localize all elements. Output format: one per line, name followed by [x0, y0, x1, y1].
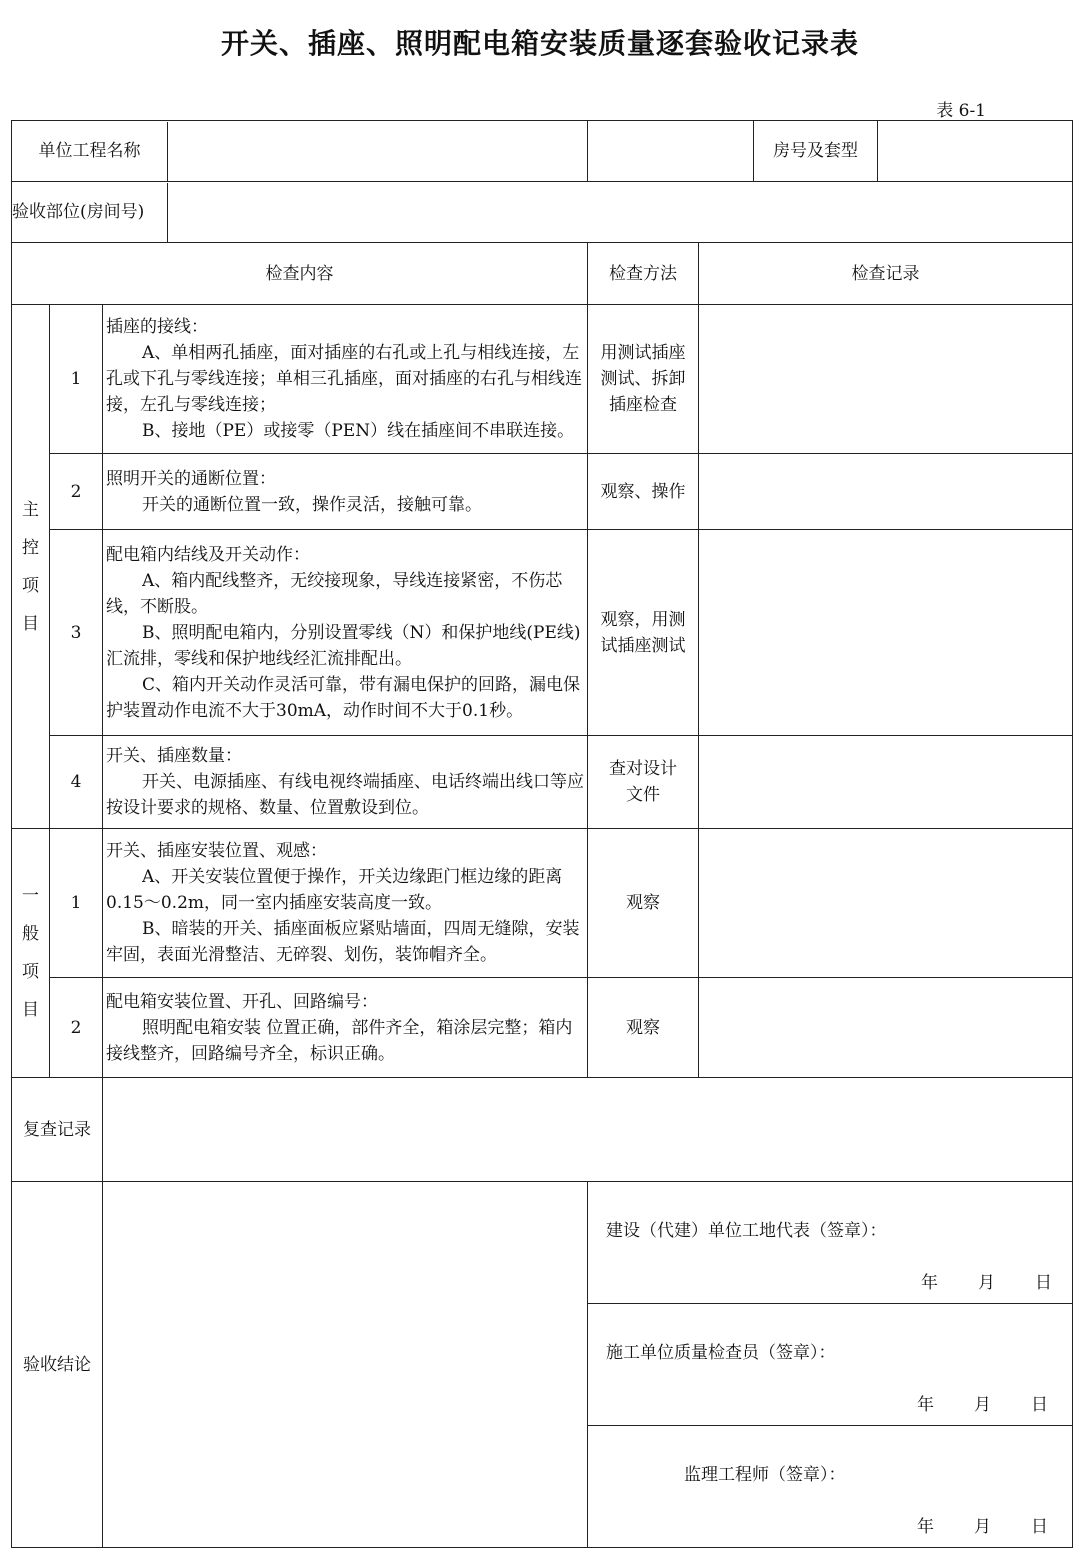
- recheck-field[interactable]: [103, 1078, 1073, 1182]
- signature-label: 建设（代建）单位工地代表（签章）：: [606, 1221, 887, 1241]
- room-type-field[interactable]: [878, 121, 1073, 182]
- conclusion-field[interactable]: [103, 1182, 588, 1548]
- item-no: 4: [50, 736, 103, 829]
- item-method: 观察: [588, 829, 699, 978]
- item-no: 3: [50, 530, 103, 736]
- unit-project-field[interactable]: [168, 122, 587, 181]
- col-header-method: 检查方法: [588, 243, 699, 305]
- item-record[interactable]: [699, 978, 1073, 1078]
- conclusion-label: 验收结论: [12, 1182, 103, 1548]
- item-content: 配电箱内结线及开关动作： A、箱内配线整齐，无绞接现象，导线连接紧密，不伤芯线，不断股。 B、照明配电箱内，分别设置零线（N）和保护地线(PE线)汇流排，零线和保护地线经汇流排配出。 C、箱内开关动作灵活可靠，带有漏电保护的回路，漏电保护装置动作电流不大于30mA，动作时间不大于0.1秒。: [103, 530, 588, 736]
- item-content: 配电箱安装位置、开孔、回路编号： 照明配电箱安装 位置正确，部件齐全，箱涂层完整；箱内接线整齐，回路编号齐全，标识正确。: [103, 978, 588, 1078]
- page-title: 开关、插座、照明配电箱安装质量逐套验收记录表: [220, 27, 859, 60]
- location-label: 验收部位(房间号): [12, 183, 168, 242]
- item-record[interactable]: [699, 305, 1073, 454]
- item-content: 开关、插座数量： 开关、电源插座、有线电视终端插座、电话终端出线口等应按设计要求的规格、数量、位置敷设到位。: [103, 736, 588, 829]
- unit-project-field-ext[interactable]: [588, 121, 754, 182]
- item-record[interactable]: [699, 454, 1073, 530]
- item-no: 2: [50, 978, 103, 1078]
- item-record[interactable]: [699, 736, 1073, 829]
- unit-project-row: [12, 121, 588, 182]
- item-method: 观察、操作: [588, 454, 699, 530]
- item-no: 1: [50, 829, 103, 978]
- col-header-content: 检查内容: [12, 243, 588, 305]
- item-method: 观察: [588, 978, 699, 1078]
- recheck-label: 复查记录: [12, 1078, 103, 1182]
- signature-date: 年 月 日: [917, 1517, 1049, 1537]
- signature-date: 年 月 日: [917, 1395, 1049, 1415]
- main-group-label: 主 控 项 目: [12, 305, 50, 829]
- item-no: 2: [50, 454, 103, 530]
- signature-label: 监理工程师（签章）：: [684, 1465, 846, 1485]
- table-number: 表 6-1: [936, 101, 986, 121]
- signature-construction[interactable]: [588, 1182, 1073, 1304]
- room-type-label: 房号及套型: [754, 121, 878, 182]
- signature-date: 年 月 日: [921, 1273, 1053, 1293]
- item-record[interactable]: [699, 530, 1073, 736]
- general-group-label: 一 般 项 目: [12, 829, 50, 1078]
- unit-project-label: 单位工程名称: [12, 122, 168, 181]
- inspection-table: [11, 120, 1073, 1548]
- signature-label: 施工单位质量检查员（签章）：: [606, 1343, 836, 1363]
- item-method: 用测试插座测试、拆卸插座检查: [588, 305, 699, 454]
- item-content: 照明开关的通断位置： 开关的通断位置一致，操作灵活，接触可靠。: [103, 454, 588, 530]
- signature-contractor[interactable]: [588, 1304, 1073, 1426]
- item-content: 插座的接线： A、单相两孔插座，面对插座的右孔或上孔与相线连接，左孔或下孔与零线连接；单相三孔插座，面对插座的右孔与相线连接，左孔与零线连接； B、接地（PE）或接零（PEN）线在插座间不串联连接。: [103, 305, 588, 454]
- location-field[interactable]: [168, 183, 1072, 242]
- item-no: 1: [50, 305, 103, 454]
- location-row: [12, 182, 1073, 243]
- item-content: 开关、插座安装位置、观感： A、开关安装位置便于操作，开关边缘距门框边缘的距离 0.15～0.2m，同一室内插座安装高度一致。 B、暗装的开关、插座面板应紧贴墙面，四周无缝隙，安装牢固，表面光滑整洁、无碎裂、划伤，装饰帽齐全。: [103, 829, 588, 978]
- col-header-record: 检查记录: [699, 243, 1073, 305]
- item-method: 查对设计文件: [588, 736, 699, 829]
- signature-supervisor[interactable]: [588, 1426, 1073, 1548]
- item-record[interactable]: [699, 829, 1073, 978]
- item-method: 观察，用测试插座测试: [588, 530, 699, 736]
